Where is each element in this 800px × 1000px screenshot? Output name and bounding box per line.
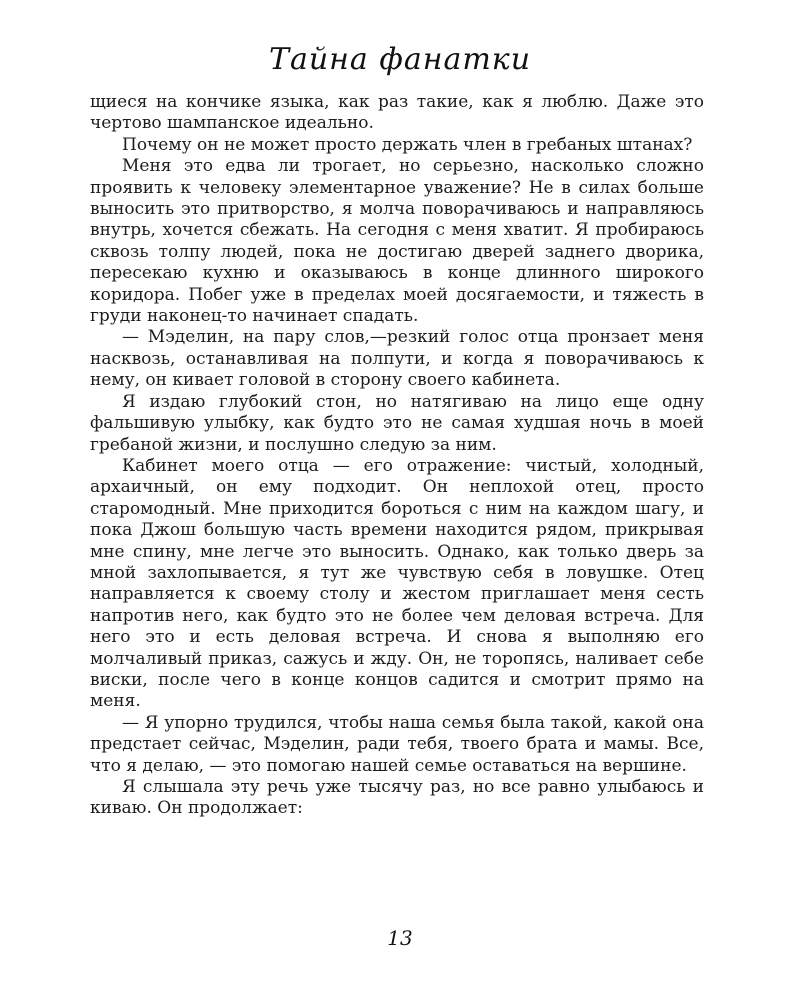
paragraph: Кабинет моего отца — его отражение: чистый, холодный, архаичный, он ему подходит. Он неплохой отец, просто старомодный. Мне приходится бороться с ним на каждом шагу, и пока Джош большую часть времени находится рядом, прикрывая мне спину, мне легче это выносить. Однако, как только дверь за мной захлопывается, я тут же чувствую себя в ловушке. Отец направляется к своему столу и жестом приглашает меня сесть напротив него, как будто это не более чем деловая встреча. Для него это и есть деловая встреча. И снова я выполняю его молчаливый приказ, сажусь и жду. Он, не торопясь, наливает себе виски, после чего в конце концов садится и смотрит прямо на меня. bbox=[90, 455, 704, 712]
body-text bbox=[90, 92, 704, 820]
running-header-title: Тайна фанатки bbox=[268, 42, 532, 77]
paragraph: Почему он не может просто держать член в гребаных штанах? bbox=[122, 134, 693, 155]
paragraph: Я слышала эту речь уже тысячу раз, но все равно улыбаюсь и киваю. Он продолжает: bbox=[90, 777, 704, 819]
paragraph-dialogue: — Мэделин, на пару слов,—резкий голос отца пронзает меня насквозь, останавливая на полпути, и когда я поворачиваюсь к нему, он кивает головой в сторону своего кабинета. bbox=[90, 327, 704, 391]
paragraph: Меня это едва ли трогает, но серьезно, насколько сложно проявить к человеку элементарное уважение? Не в силах больше выносить это притворство, я молча поворачиваюсь и направляюсь внутрь, хочется сбежать. На сегодня с меня хватит. Я пробираюсь сквозь толпу людей, пока не достигаю дверей заднего дворика, пересекаю кухню и оказываюсь в конце длинного широкого коридора. Побег уже в пределах моей досягаемости, и тяжесть в груди наконец-то начинает спадать. bbox=[90, 156, 704, 327]
paragraph-continued: щиеся на кончике языка, как раз такие, как я люблю. Даже это чертово шампанское идеально. bbox=[90, 92, 704, 134]
paragraph-dialogue: — Я упорно трудился, чтобы наша семья была такой, какой она предстает сейчас, Мэделин, ради тебя, твоего брата и мамы. Все, что я делаю, — это помогаю нашей семье оставаться на вершине. bbox=[90, 712, 704, 776]
paragraph: Я издаю глубокий стон, но натягиваю на лицо еще одну фальшивую улыбку, как будто это не самая худшая ночь в моей гребаной жизни, и послушно следую за ним. bbox=[90, 391, 704, 455]
page-number: 13 bbox=[387, 926, 413, 950]
